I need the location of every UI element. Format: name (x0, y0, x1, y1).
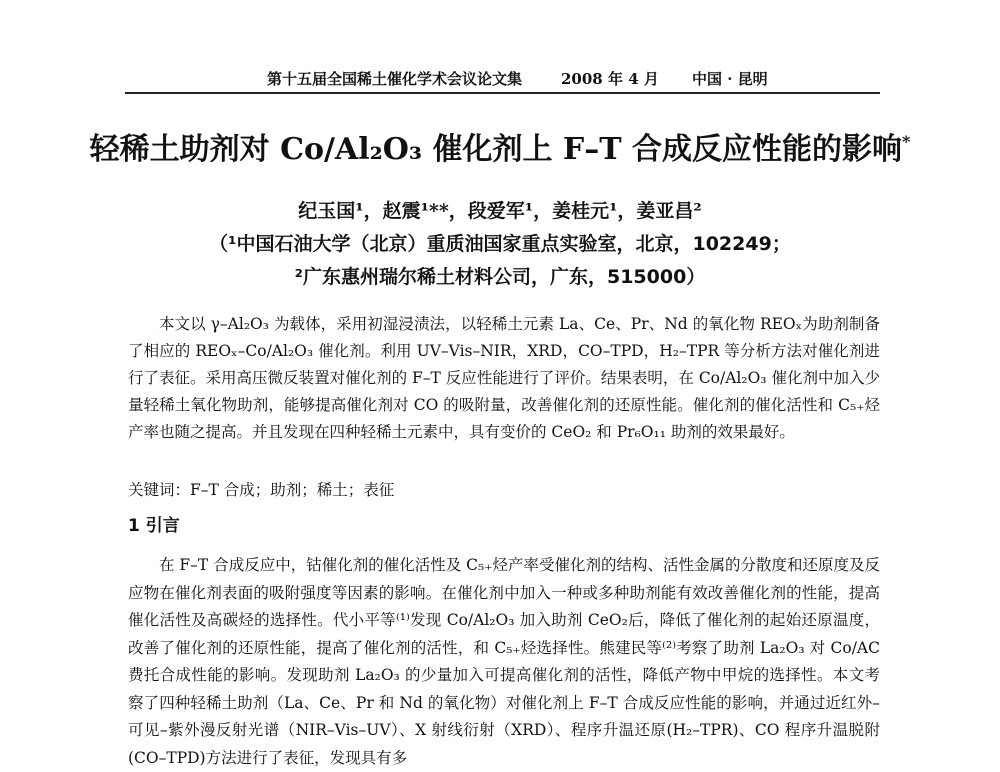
affiliation-2: ²广东惠州瑞尔稀土材料公司，广东，515000） (294, 266, 706, 288)
abstract (128, 311, 880, 446)
title-footnote-mark: * (901, 132, 911, 151)
title-text: 轻稀土助剂对 Co/Al₂O₃ 催化剂上 F–T 合成反应性能的影响 (89, 132, 902, 167)
keywords: 关键词：F–T 合成；助剂；稀土；表征 (128, 481, 395, 499)
proceedings-name: 第十五届全国稀土催化学术会议论文集 (267, 70, 523, 88)
running-header (125, 64, 880, 94)
header-location: 中国 · 昆明 (692, 70, 768, 88)
header-date: 2008 年 4 月 (561, 70, 659, 88)
paper-title (0, 124, 1000, 168)
affiliation-1: （¹中国石油大学（北京）重质油国家重点实验室，北京，102249； (209, 233, 791, 255)
author-list: 纪玉国¹，赵震¹**，段爱军¹，姜桂元¹，姜亚昌² (298, 200, 702, 222)
introduction-paragraph: 在 F–T 合成反应中，钴催化剂的催化活性及 C₅₊烃产率受催化剂的结构、活性金属的分散度和还原度及反应物在催化剂表面的吸附强度等因素的影响。在催化剂中加入一种或多种助剂能有效改善催化剂的性能，提高催化活性及高碳烃的选择性。代小平等⁽¹⁾发现 Co/Al₂O₃ 加入助剂 CeO₂后，降低了催化剂的起始还原温度，改善了催化剂的还原性能，提高了催化剂的活性，和 C₅₊烃选择性。熊建民等⁽²⁾考察了助剂 La₂O₃ 对 Co/AC 费托合成性能的影响。发现助剂 La₂O₃ 的少量加入可提高催化剂的活性，降低产物中甲烷的选择性。本文考察了四种轻稀土助剂（La、Ce、Pr 和 Nd 的氧化物）对催化剂上 F–T 合成反应性能的影响，并通过近红外–可见–紫外漫反射光谱（NIR–Vis–UV）、X 射线衍射（XRD）、程序升温还原(H₂–TPR)、CO 程序升温脱附(CO–TPD)方法进行了表征，发现具有多 (128, 556, 880, 767)
section-heading-introduction: 1 引言 (128, 516, 180, 536)
abstract-paragraph: 本文以 γ–Al₂O₃ 为载体，采用初湿浸渍法，以轻稀土元素 La、Ce、Pr、Nd 的氧化物 REOₓ为助剂制备了相应的 REOₓ–Co/Al₂O₃ 催化剂。利用 UV–Vis–NIR，XRD，CO–TPD，H₂–TPR 等分析方法对催化剂进行了表征。采用高压微反装置对催化剂的 F–T 反应性能进行了评价。结果表明，在 Co/Al₂O₃ 催化剂中加入少量轻稀土氧化物助剂，能够提高催化剂对 CO 的吸附量，改善催化剂的还原性能。催化剂的催化活性和 C₅₊烃产率也随之提高。并且发现在四种轻稀土元素中，具有变价的 CeO₂ 和 Pr₆O₁₁ 助剂的效果最好。 (128, 315, 880, 441)
introduction-body (128, 552, 880, 772)
